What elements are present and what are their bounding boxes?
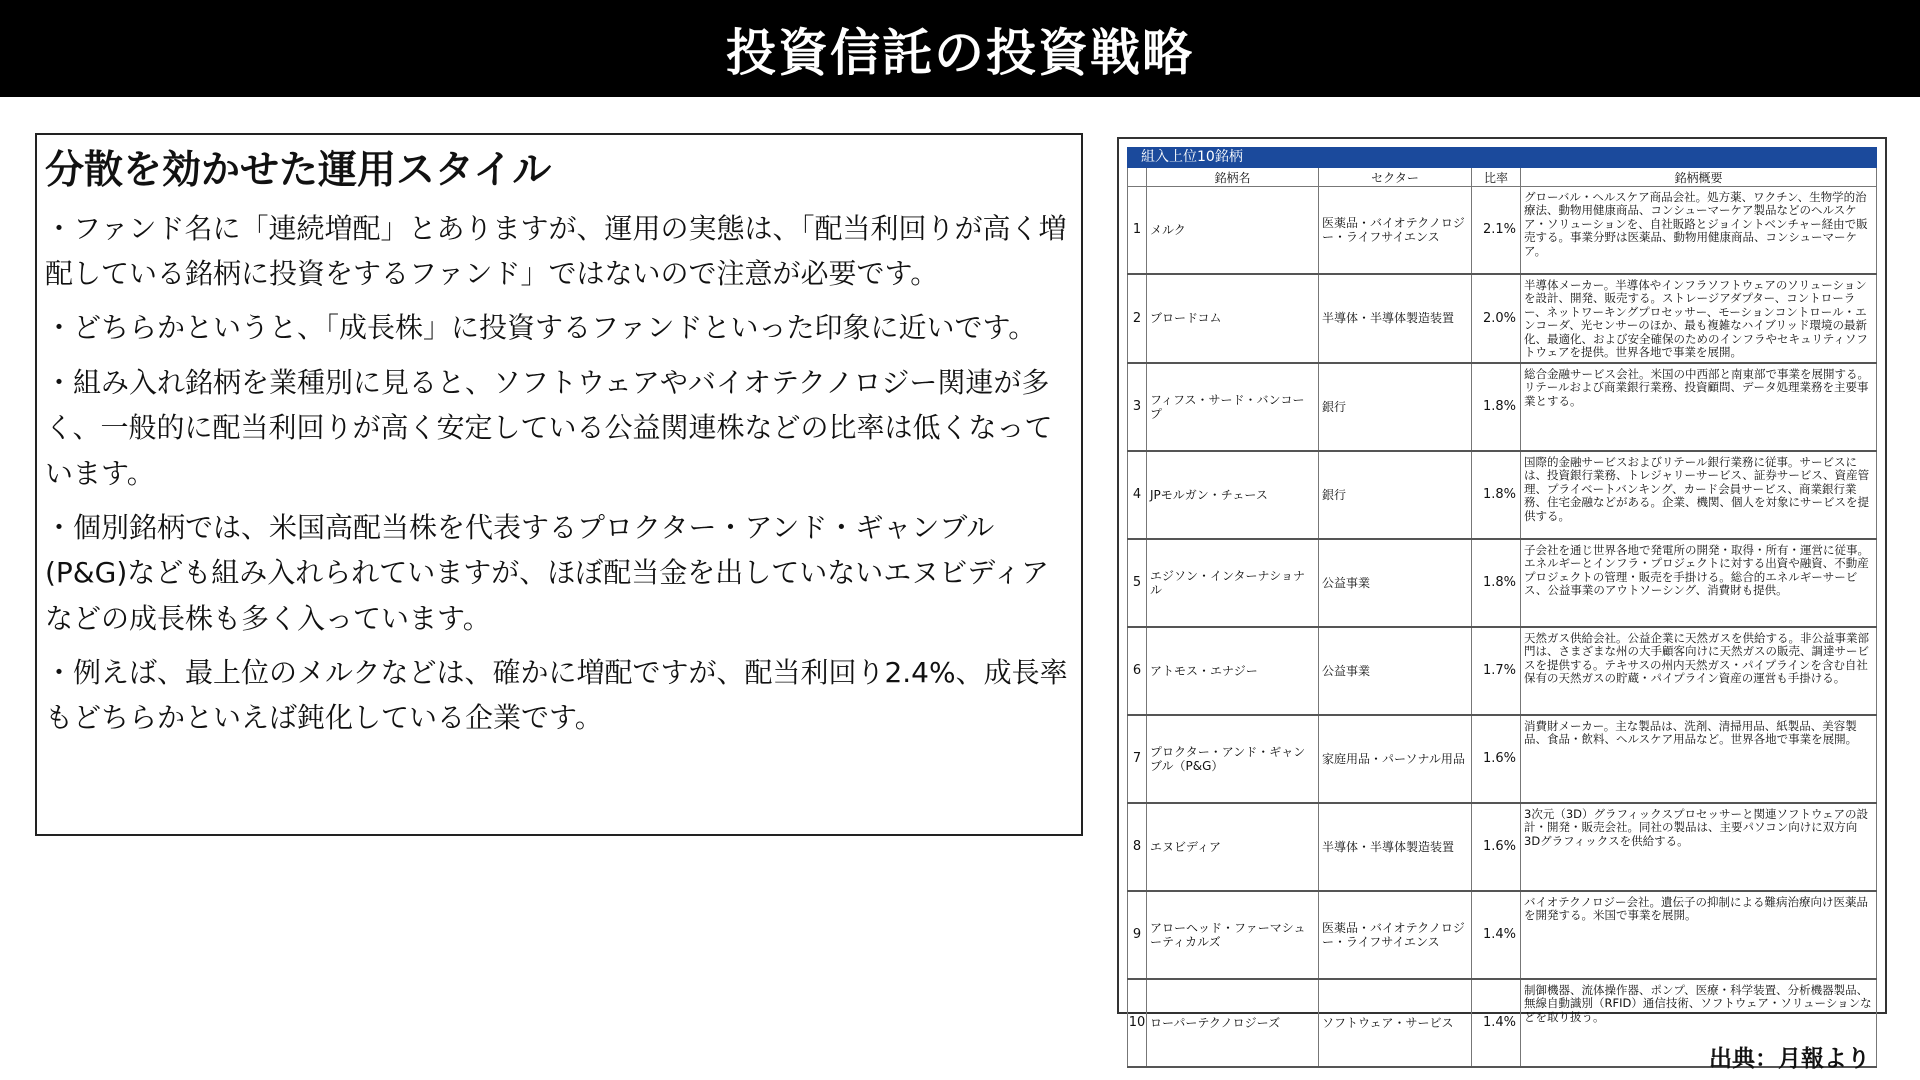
title-bar xyxy=(0,0,1920,97)
table-row xyxy=(1128,715,1877,803)
cell-ratio: 1.4% xyxy=(1472,891,1521,979)
cell-summary: 国際的金融サービスおよびリテール銀行業務に従事。サービスには、投資銀行業務、トレジャリーサービス、証券サービス、資産管理、プライベートバンキング、カード会員サービス、商業銀行業務、住宅金融などがある。企業、機関、個人を対象にサービスを提供する。 xyxy=(1521,451,1877,539)
cell-rank: 7 xyxy=(1128,715,1147,803)
table-caption: 組入上位10銘柄 xyxy=(1127,147,1877,168)
cell-sector: 公益事業 xyxy=(1319,627,1472,715)
source-note: 出典：月報より xyxy=(1709,1046,1870,1072)
cell-ratio: 1.8% xyxy=(1472,451,1521,539)
paragraph-5: ・例えば、最上位のメルクなどは、確かに増配ですが、配当利回り2.4%、成長率もどちらかといえば鈍化している企業です。 xyxy=(45,655,1068,735)
cell-summary: 天然ガス供給会社。公益企業に天然ガスを供給する。非公益事業部門は、さまざまな州の大手顧客向けに天然ガスの販売、調達サービスを提供する。テキサスの州内天然ガス・パイプラインを含む自社保有の天然ガスの貯蔵・パイプライン資産の運営も手掛ける。 xyxy=(1521,627,1877,715)
paragraph-3: ・組み入れ銘柄を業種別に見ると、ソフトウェアやバイオテクノロジー関連が多く、一般的に配当利回りが高く安定している公益関連株などの比率は低くなっています。 xyxy=(45,365,1053,490)
cell-sector: 公益事業 xyxy=(1319,539,1472,627)
holdings-table-image xyxy=(1117,137,1887,1031)
header-sector: セクター xyxy=(1319,168,1472,187)
cell-name: JPモルガン・チェース xyxy=(1147,451,1319,539)
cell-sector: 銀行 xyxy=(1319,451,1472,539)
header-name: 銘柄名 xyxy=(1147,168,1319,187)
cell-name: ローパーテクノロジーズ xyxy=(1147,979,1319,1067)
table-row xyxy=(1128,187,1877,275)
cell-ratio: 1.8% xyxy=(1472,539,1521,627)
cell-ratio: 2.1% xyxy=(1472,187,1521,275)
table-row xyxy=(1128,803,1877,891)
cell-rank: 2 xyxy=(1128,274,1147,363)
table-row xyxy=(1128,451,1877,539)
cell-summary: バイオテクノロジー会社。遺伝子の抑制による難病治療向け医薬品を開発する。米国で事業を展開。 xyxy=(1521,891,1877,979)
cell-sector: 半導体・半導体製造装置 xyxy=(1319,803,1472,891)
cell-name: アトモス・エナジー xyxy=(1147,627,1319,715)
cell-name: プロクター・アンド・ギャンブル（P&G） xyxy=(1147,715,1319,803)
cell-name: ブロードコム xyxy=(1147,274,1319,363)
cell-name: メルク xyxy=(1147,187,1319,275)
cell-rank: 6 xyxy=(1128,627,1147,715)
cell-summary: 子会社を通じ世界各地で発電所の開発・取得・所有・運営に従事。エネルギーとインフラ・プロジェクトに対する出資や融資、不動産プロジェクトの管理・販売を手掛ける。総合的エネルギーサービス、公益事業のアウトソーシング、消費財も提供。 xyxy=(1521,539,1877,627)
table-row xyxy=(1128,274,1877,363)
cell-ratio: 2.0% xyxy=(1472,274,1521,363)
strategy-text-box xyxy=(35,133,1083,836)
cell-sector: 医薬品・バイオテクノロジー・ライフサイエンス xyxy=(1319,187,1472,275)
cell-rank: 5 xyxy=(1128,539,1147,627)
cell-summary: 総合金融サービス会社。米国の中西部と南東部で事業を展開する。リテールおよび商業銀行業務、投資顧問、データ処理業務を主要事業とする。 xyxy=(1521,363,1877,451)
paragraph-2: ・どちらかというと、「成長株」に投資するファンドといった印象に近いです。 xyxy=(45,311,1037,345)
paragraph-1: ・ファンド名に「連続増配」とありますが、運用の実態は、「配当利回りが高く増配している銘柄に投資をするファンド」ではないので注意が必要です。 xyxy=(45,211,1067,291)
cell-rank: 9 xyxy=(1128,891,1147,979)
cell-rank: 8 xyxy=(1128,803,1147,891)
cell-summary: 半導体メーカー。半導体やインフラソフトウェアのソリューションを設計、開発、販売する。ストレージアダプター、コントローラー、ネットワーキングプロセッサー、モーションコントロール・エンコーダ、光センサーのほか、最も複雑なハイブリッド環境の最新化、最適化、および安全確保のためのインフラやセキュリティソフトウェアを提供。世界各地で事業を展開。 xyxy=(1521,274,1877,363)
paragraph-4: ・個別銘柄では、米国高配当株を代表するプロクター・アンド・ギャンブル(P&G)なども組み入れられていますが、ほぼ配当金を出していないエヌビディアなどの成長株も多く入っています。 xyxy=(45,510,1050,635)
table-row xyxy=(1128,363,1877,451)
cell-summary: 3次元（3D）グラフィックスプロセッサーと関連ソフトウェアの設計・開発・販売会社。同社の製品は、主要パソコン向けに双方向3Dグラフィックスを供給する。 xyxy=(1521,803,1877,891)
cell-sector: 半導体・半導体製造装置 xyxy=(1319,274,1472,363)
cell-ratio: 1.8% xyxy=(1472,363,1521,451)
cell-rank: 4 xyxy=(1128,451,1147,539)
table-row xyxy=(1128,539,1877,627)
holdings-table xyxy=(1127,168,1877,1068)
cell-ratio: 1.7% xyxy=(1472,627,1521,715)
header-summary: 銘柄概要 xyxy=(1521,168,1877,187)
cell-sector: ソフトウェア・サービス xyxy=(1319,979,1472,1067)
cell-rank: 10 xyxy=(1128,979,1147,1067)
cell-ratio: 1.4% xyxy=(1472,979,1521,1067)
cell-name: エヌビディア xyxy=(1147,803,1319,891)
cell-sector: 銀行 xyxy=(1319,363,1472,451)
cell-name: フィフス・サード・バンコープ xyxy=(1147,363,1319,451)
cell-summary: 消費財メーカー。主な製品は、洗剤、清掃用品、紙製品、美容製品、食品・飲料、ヘルスケア用品など。世界各地で事業を展開。 xyxy=(1521,715,1877,803)
cell-name: アローヘッド・ファーマシューティカルズ xyxy=(1147,891,1319,979)
header-ratio: 比率 xyxy=(1472,168,1521,187)
cell-ratio: 1.6% xyxy=(1472,803,1521,891)
cell-summary: グローバル・ヘルスケア商品会社。処方薬、ワクチン、生物学的治療法、動物用健康商品、コンシューマーケア製品などのヘルスケア・ソリューションを、自社販路とジョイントベンチャー経由で販売する。事業分野は医薬品、動物用健康商品、コンシューマーケア。 xyxy=(1521,187,1877,275)
cell-rank: 1 xyxy=(1128,187,1147,275)
cell-name: エジソン・インターナショナル xyxy=(1147,539,1319,627)
header-rank xyxy=(1128,168,1147,187)
cell-sector: 医薬品・バイオテクノロジー・ライフサイエンス xyxy=(1319,891,1472,979)
page-title: 投資信託の投資戦略 xyxy=(726,23,1194,82)
cell-ratio: 1.6% xyxy=(1472,715,1521,803)
section-heading: 分散を効かせた運用スタイル xyxy=(45,148,552,193)
table-row xyxy=(1128,627,1877,715)
cell-summary: 制御機器、流体操作器、ポンプ、医療・科学装置、分析機器製品、無線自動識別（RFID）通信技術、ソフトウェア・ソリューションなどを取り扱う。 xyxy=(1521,979,1877,1067)
table-row xyxy=(1128,891,1877,979)
cell-sector: 家庭用品・パーソナル用品 xyxy=(1319,715,1472,803)
cell-rank: 3 xyxy=(1128,363,1147,451)
table-header-row xyxy=(1128,168,1877,187)
